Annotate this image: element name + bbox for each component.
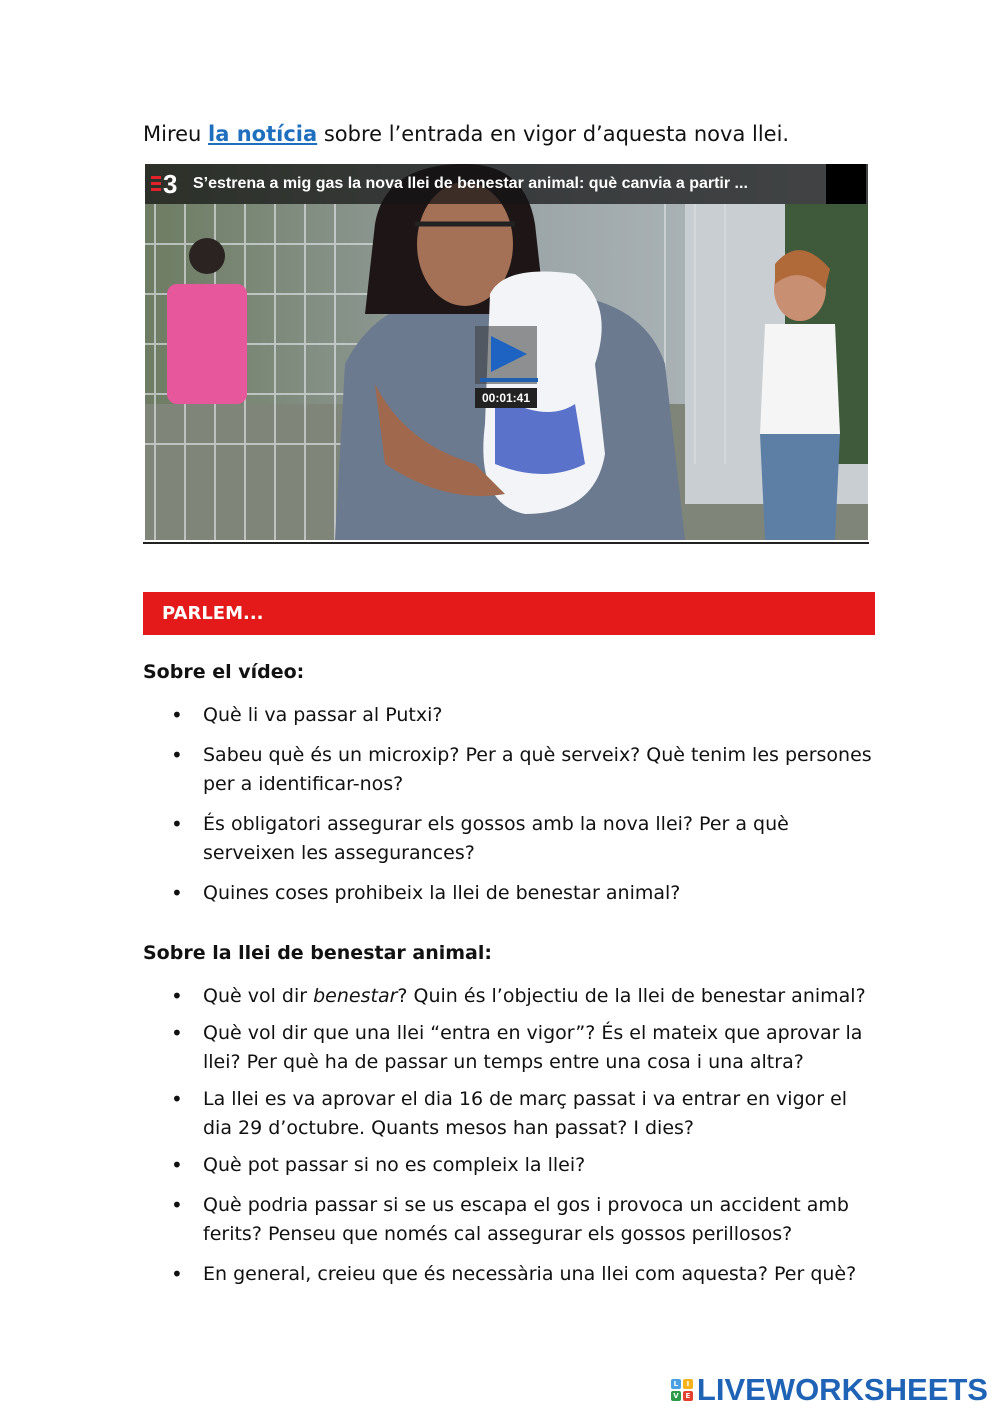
- law-questions-list: [143, 982, 873, 1289]
- video-questions-list: [143, 701, 873, 908]
- list-item: [143, 1085, 873, 1143]
- list-item: • Quines coses prohibeix la llei de benestar animal?: [143, 879, 873, 908]
- list-item-text: En general, creieu que és necessària una llei com aquesta? Per què?: [203, 1263, 857, 1285]
- news-link[interactable]: la notícia: [208, 122, 318, 146]
- logo-tile: V: [671, 1391, 681, 1401]
- list-item: [143, 982, 873, 1011]
- intro-sentence: [143, 119, 789, 149]
- list-item-text: Què pot passar si no es compleix la llei?: [203, 1154, 586, 1176]
- list-item: [143, 1260, 873, 1289]
- intro-text-after: sobre l’entrada en vigor d’aquesta nova llei.: [317, 122, 790, 146]
- section-bar: [143, 592, 875, 635]
- list-item: [143, 1191, 873, 1249]
- list-item-text: Què vol dir que una llei “entra en vigor”? És el mateix que aprovar la llei? Per què ha de passar un temps entre una cosa i una altra?: [203, 1022, 863, 1073]
- list-item: • Què li va passar al Putxi?: [143, 701, 873, 730]
- list-item-text: La llei es va aprovar el dia 16 de març passat i va entrar en vigor el dia 29 d’octubre. Quants mesos han passat? I dies?: [203, 1088, 848, 1139]
- play-button[interactable]: [475, 326, 537, 384]
- logo-tile: I: [683, 1379, 693, 1389]
- video-divider: [143, 542, 869, 544]
- video-player[interactable]: [145, 164, 868, 540]
- tv3-logo: [151, 169, 185, 199]
- list-item: [143, 1019, 873, 1077]
- video-title[interactable]: S’estrena a mig gas la nova llei de benestar animal: què canvia a partir ...: [193, 175, 748, 192]
- logo-tile: E: [683, 1391, 693, 1401]
- video-menu-square[interactable]: [826, 164, 866, 204]
- list-item: • És obligatori assegurar els gossos amb la nova llei? Per a què serveixen les assegurances?: [143, 810, 873, 868]
- list-item-emphasis: benestar: [313, 985, 398, 1007]
- list-item: [143, 1151, 873, 1180]
- video-title-bar: [145, 164, 868, 204]
- section-bar-label: PARLEM...: [162, 603, 264, 624]
- video-duration: 00:01:41: [475, 388, 537, 408]
- section-title-law: Sobre la llei de benestar animal:: [143, 942, 492, 964]
- list-item-text: Què podria passar si se us escapa el gos i provoca un accident amb ferits? Penseu que només cal assegurar els gossos perillosos?: [203, 1194, 849, 1245]
- list-item-text: ? Quin és l’objectiu de la llei de benestar animal?: [397, 985, 866, 1007]
- list-item: • Sabeu què és un microxip? Per a què serveix? Què tenim les persones per a identificar-nos?: [143, 741, 873, 799]
- liveworksheets-logo: [671, 1372, 988, 1408]
- list-item-text: Què vol dir: [203, 985, 314, 1007]
- video-progress-bar: [480, 378, 538, 382]
- logo-tile: L: [671, 1379, 681, 1389]
- logo-tiles-icon: [671, 1379, 693, 1401]
- section-title-video: Sobre el vídeo:: [143, 661, 305, 683]
- logo-text: LIVEWORKSHEETS: [696, 1372, 988, 1407]
- play-icon: [485, 334, 529, 374]
- tv3-logo-number: 3: [163, 169, 178, 199]
- intro-text-before: Mireu: [143, 122, 209, 146]
